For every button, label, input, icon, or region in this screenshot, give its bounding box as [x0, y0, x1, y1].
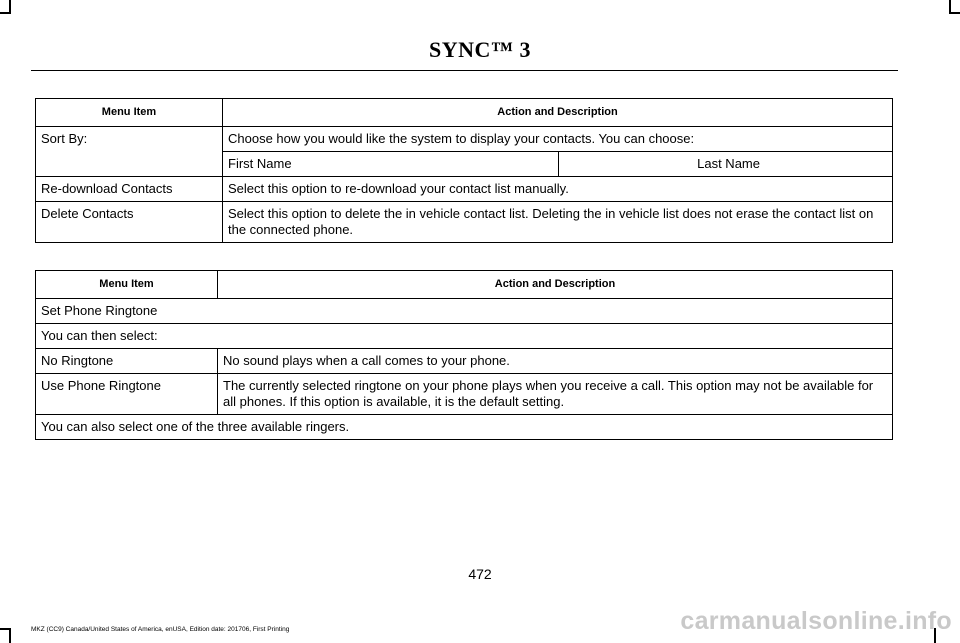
table-row	[36, 177, 893, 202]
menu-item-delete-contacts: Delete Contacts	[36, 202, 223, 243]
menu-item-redownload-contacts: Re-download Contacts	[36, 177, 223, 202]
crop-mark	[949, 12, 960, 14]
table-row	[36, 349, 893, 374]
page-title: SYNC™ 3	[429, 37, 531, 62]
also-select-note: You can also select one of the three available ringers.	[36, 415, 893, 440]
column-header-menu-item: Menu Item	[36, 99, 223, 127]
option-last-name: Last Name	[559, 152, 893, 177]
column-header-action: Action and Description	[223, 99, 893, 127]
menu-item-set-phone-ringtone: Set Phone Ringtone	[36, 299, 893, 324]
page-number: 472	[468, 566, 492, 582]
crop-mark	[0, 628, 11, 630]
menu-item-use-phone-ringtone: Use Phone Ringtone	[36, 374, 218, 415]
action-delete-contacts: Select this option to delete the in vehicle contact list. Deleting the in vehicle list does not erase the contact list on the connected phone.	[223, 202, 893, 243]
table-row	[36, 415, 893, 440]
column-header-action: Action and Description	[218, 271, 893, 299]
menu-item-no-ringtone: No Ringtone	[36, 349, 218, 374]
table-row	[36, 299, 893, 324]
table-header-row	[36, 271, 893, 299]
header-divider	[31, 70, 898, 71]
edition-footer: MKZ (CC9) Canada/United States of America, enUSA, Edition date: 201706, First Printing	[31, 626, 290, 633]
table-row	[36, 127, 893, 152]
then-select-label: You can then select:	[36, 324, 893, 349]
option-first-name: First Name	[223, 152, 559, 177]
ringtone-menu-table	[35, 270, 893, 440]
column-header-menu-item: Menu Item	[36, 271, 218, 299]
table-row	[36, 202, 893, 243]
action-no-ringtone: No sound plays when a call comes to your phone.	[218, 349, 893, 374]
watermark: carmanualsonline.info	[680, 607, 952, 635]
contacts-menu-table	[35, 98, 893, 243]
table-header-row	[36, 99, 893, 127]
action-use-phone-ringtone: The currently selected ringtone on your phone plays when you receive a call. This option may not be available for all phones. If this option is available, it is the default setting.	[218, 374, 893, 415]
action-sort-by: Choose how you would like the system to display your contacts. You can choose:	[223, 127, 893, 152]
menu-item-sort-by: Sort By:	[36, 127, 223, 177]
crop-mark	[9, 628, 11, 643]
table-row	[36, 374, 893, 415]
table-row	[36, 324, 893, 349]
action-redownload-contacts: Select this option to re-download your contact list manually.	[223, 177, 893, 202]
crop-mark	[0, 12, 11, 14]
